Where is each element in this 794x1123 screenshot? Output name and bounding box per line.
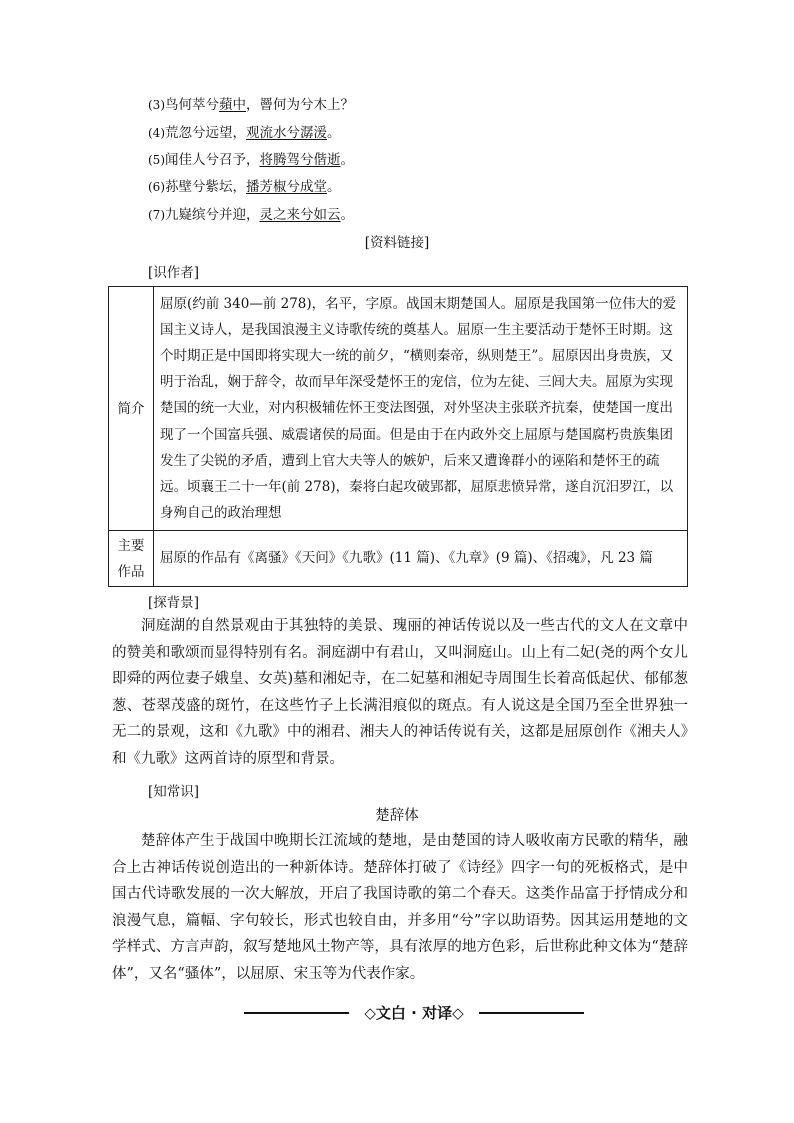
knowledge-paragraph: 楚辞体产生于战国中晚期长江流域的楚地，是由楚国的诗人吸收南方民歌的精华，融合上古神话传说创造出的一种新体诗。楚辞体打破了《诗经》四字一句的死板格式，是中国古代诗歌发展的一次大解放，开启了我国诗歌的第二个春天。这类作品富于抒情成分和浪漫气息，篇幅、字句较长，形式也较自由，并多用“兮”字以助语势。因其运用楚地的文学样式、方言声韵，叙写楚地风土物产等，具有浓厚的地方色彩，后世称此种文体为“楚辞体”，又名“骚体”，以屈原、宋玉等为代表作家。	[112, 833, 688, 982]
line-end-punct: 。	[327, 125, 341, 141]
section-heading-materials: [资料链接]	[364, 235, 430, 251]
underlined-phrase: 观流水兮潺湲	[246, 125, 327, 141]
divider-label: ◇文白 · 对译◇	[364, 1004, 464, 1022]
poem-line-3	[148, 96, 354, 114]
poem-line-6	[148, 178, 341, 196]
background-paragraph: 洞庭湖的自然景观由于其独特的美景、瑰丽的神话传说以及一些古代的文人在文章中的赞美和歌颂而显得特别有名。洞庭湖中有君山，又叫洞庭山。山上有二妃(尧的两个女儿即舜的两位妻子娥皇、女英)墓和湘妃寺，在二妃墓和湘妃寺周围生长着高低起伏、郁郁葱葱、苍翠茂盛的斑竹，在这些竹子上长满泪痕似的斑点。有人说这是全国乃至全世界独一无二的景观，这和《九歌》中的湘君、湘夫人的神话传说有关，这都是屈原创作《湘夫人》和《九歌》这两首诗的原型和背景。	[112, 618, 688, 767]
author-info-table	[108, 286, 688, 587]
table-row-intro	[109, 287, 688, 531]
line-first-half: 鸟何萃兮蘋中，	[165, 97, 260, 113]
line-number: (4)	[148, 126, 165, 140]
tag-explore-background: [探背景]	[148, 595, 200, 611]
underlined-phrase: 蘋中	[219, 97, 246, 113]
intro-header-cell: 简介	[109, 287, 154, 531]
poem-line-5	[148, 151, 354, 169]
line-first-half: 九嶷缤兮并迎，	[165, 207, 260, 223]
poem-line-7	[148, 206, 354, 224]
line-number: (3)	[148, 98, 165, 112]
line-number: (7)	[148, 208, 165, 222]
works-text-cell: 屈原的作品有《离骚》《天问》《九歌》(11 篇)、《九章》(9 篇)、《招魂》，凡 23 篇	[154, 531, 688, 587]
line-end-punct: 。	[340, 152, 354, 168]
section-divider	[244, 1002, 584, 1024]
line-end-punct: 。	[327, 179, 341, 195]
tag-know-common-sense: [知常识]	[148, 784, 200, 800]
tag-know-author: [识作者]	[148, 265, 200, 281]
line-number: (5)	[148, 153, 165, 167]
works-header-cell: 主要 作品	[109, 531, 154, 587]
poem-line-4	[148, 124, 341, 142]
underlined-phrase: 播芳椒兮成堂	[246, 179, 327, 195]
underlined-phrase: 灵之来兮如云	[259, 207, 341, 223]
divider-line-right	[479, 1012, 584, 1014]
line-second-half: 罾何为兮木上？	[259, 97, 354, 113]
underlined-phrase: 将腾驾兮偕逝	[259, 152, 341, 168]
line-first-half: 荒忽兮远望，	[165, 125, 246, 141]
table-row-works	[109, 531, 688, 587]
line-number: (6)	[148, 180, 165, 194]
line-first-half: 闻佳人兮召予，	[165, 152, 260, 168]
knowledge-title: 楚辞体	[375, 808, 419, 824]
line-end-punct: 。	[340, 207, 354, 223]
line-first-half: 荪壁兮紫坛，	[165, 179, 246, 195]
intro-text-cell: 屈原(约前 340—前 278)，名平，字原。战国末期楚国人。屈原是我国第一位伟大的爱国主义诗人，是我国浪漫主义诗歌传统的奠基人。屈原一生主要活动于楚怀王时期。这个时期正是中国即将实现大一统的前夕，“横则秦帝，纵则楚王”。屈原因出身贵族，又明于治乱，娴于辞令，故而早年深受楚怀王的宠信，位为左徒、三闾大夫。屈原为实现楚国的统一大业，对内积极辅佐怀王变法图强，对外坚决主张联齐抗秦，使楚国一度出现了一个国富兵强、威震诸侯的局面。但是由于在内政外交上屈原与楚国腐朽贵族集团发生了尖锐的矛盾，遭到上官大夫等人的嫉妒，后来又遭谗群小的诬陷和楚怀王的疏远。顷襄王二十一年(前 278)，秦将白起攻破郢都，屈原悲愤异常，遂自沉汨罗江，以身殉自己的政治理想	[154, 287, 688, 531]
